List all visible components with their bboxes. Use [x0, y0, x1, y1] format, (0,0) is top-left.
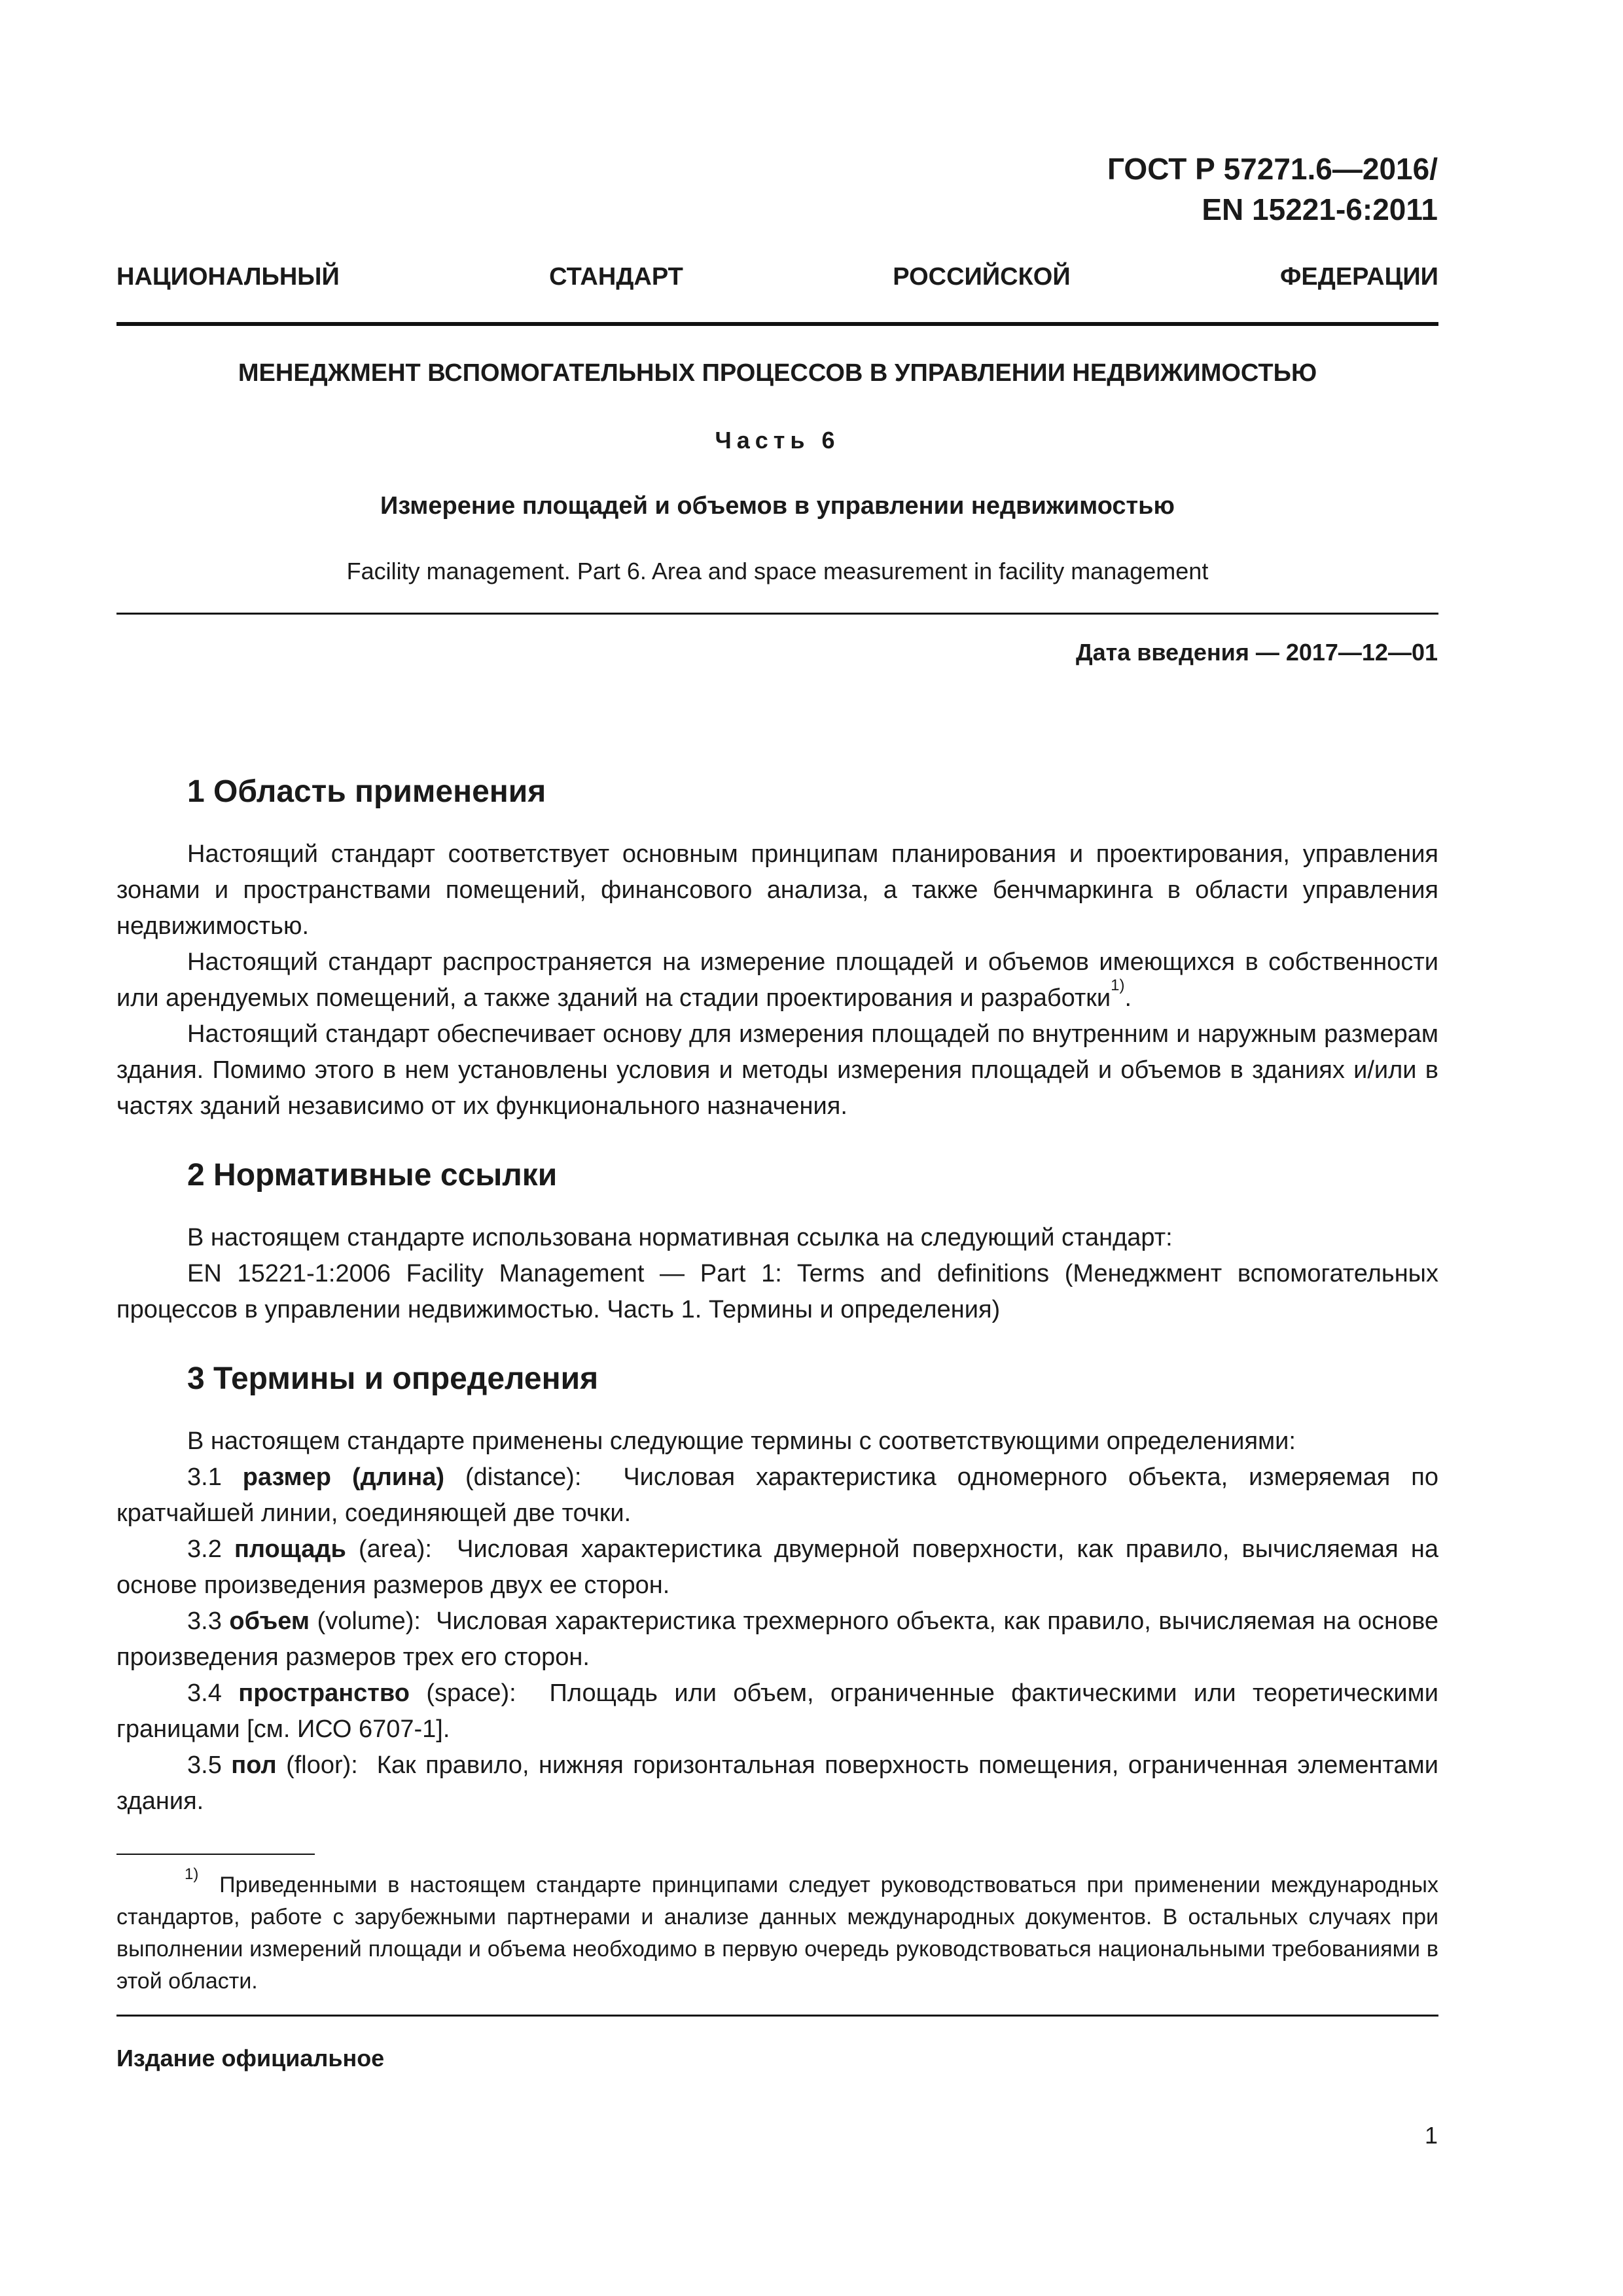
- standard-number: ГОСТ Р 57271.6—2016/: [1107, 152, 1438, 186]
- footer-divider: [116, 2015, 1438, 2017]
- term-definition: 3.2 площадь (area): Числовая характеристика двумерной поверхности, как правило, вычисляемая на основе произведения размеров двух ее сторон.: [116, 1535, 1438, 1599]
- standard-number-en: EN 15221-6:2011: [1202, 192, 1438, 226]
- paragraph: Настоящий стандарт соответствует основным принципам планирования и проектирования, управления зонами и пространствами помещений, финансового анализа, а также бенчмаркинга в области управления недвижимостью.: [116, 840, 1438, 940]
- english-title: Facility management. Part 6. Area and space measurement in facility management: [346, 558, 1209, 584]
- header-divider: [116, 322, 1438, 326]
- footnote-divider: [116, 1854, 315, 1855]
- page-number: 1: [1424, 2122, 1438, 2149]
- document-body: [116, 772, 1438, 1820]
- term: размер (длина): [242, 1463, 444, 1491]
- term: пол: [231, 1751, 277, 1779]
- section-heading: 2 Нормативные ссылки: [187, 1158, 558, 1193]
- term: пространство: [238, 1679, 410, 1707]
- part-label: Часть 6: [715, 427, 840, 454]
- term-definition: 3.1 размер (длина) (distance): Числовая характеристика одномерного объекта, измеряемая по кратчайшей линии, соединяющей две точки.: [116, 1463, 1438, 1527]
- document-title: МЕНЕДЖМЕНТ ВСПОМОГАТЕЛЬНЫХ ПРОЦЕССОВ В УПРАВЛЕНИИ НЕДВИЖИМОСТЬЮ: [238, 359, 1317, 387]
- section-heading: 1 Область применения: [187, 774, 546, 809]
- edition-label: Издание официальное: [116, 2045, 385, 2072]
- introduction-date: Дата введения — 2017—12—01: [1075, 639, 1438, 666]
- term: объем: [229, 1607, 310, 1635]
- title-divider: [116, 613, 1438, 615]
- footnote: $^{1)}$ Приведенными в настоящем стандарте принципами следует руководствоваться при применении международных стандартов, работе с зарубежными партнерами и анализе данных международных документов. В остальных случаях при выполнении измерений площади и объема необходимо в первую очередь руководствоваться национальными требованиями в этой области.: [116, 1865, 1438, 1994]
- document-subtitle: Измерение площадей и объемов в управлении недвижимостью: [380, 492, 1175, 520]
- national-standard-title: НАЦИОНАЛЬНЫЙ СТАНДАРТ РОССИЙСКОЙ ФЕДЕРАЦИИ: [116, 263, 1438, 291]
- footnote-mark: 1): [185, 1865, 199, 1883]
- paragraph: Настоящий стандарт обеспечивает основу для измерения площадей по внутренним и наружным размерам здания. Помимо этого в нем установлены условия и методы измерения площадей и объемов в зданиях и/или в частях зданий независимо от их функционального назначения.: [116, 1020, 1438, 1120]
- paragraph: В настоящем стандарте использована нормативная ссылка на следующий стандарт:: [187, 1224, 1173, 1251]
- term: площадь: [234, 1535, 346, 1563]
- paragraph: В настоящем стандарте применены следующие термины с соответствующими определениями:: [187, 1427, 1296, 1455]
- reference-entry: EN 15221-1:2006 Facility Management — Part 1: Terms and definitions (Менеджмент вспомогательных процессов в управлении недвижимостью. Часть 1. Термины и определения): [116, 1260, 1438, 1323]
- term-definition: 3.5 пол (floor): Как правило, нижняя горизонтальная поверхность помещения, ограниченная элементами здания.: [116, 1751, 1438, 1815]
- paragraph: Настоящий стандарт распространяется на измерение площадей и объемов имеющихся в собственности или арендуемых помещений, а также зданий на стадии проектирования и разработки$^{1)}$.: [116, 948, 1438, 1012]
- section-heading: 3 Термины и определения: [187, 1361, 599, 1396]
- term-definition: 3.3 объем (volume): Числовая характеристика трехмерного объекта, как правило, вычисляемая на основе произведения размеров трех его сторон.: [116, 1607, 1438, 1671]
- term-definition: 3.4 пространство (space): Площадь или объем, ограниченные фактическими или теоретическими границами [см. ИСО 6707-1].: [116, 1679, 1438, 1743]
- footnote-reference[interactable]: 1): [1111, 977, 1125, 994]
